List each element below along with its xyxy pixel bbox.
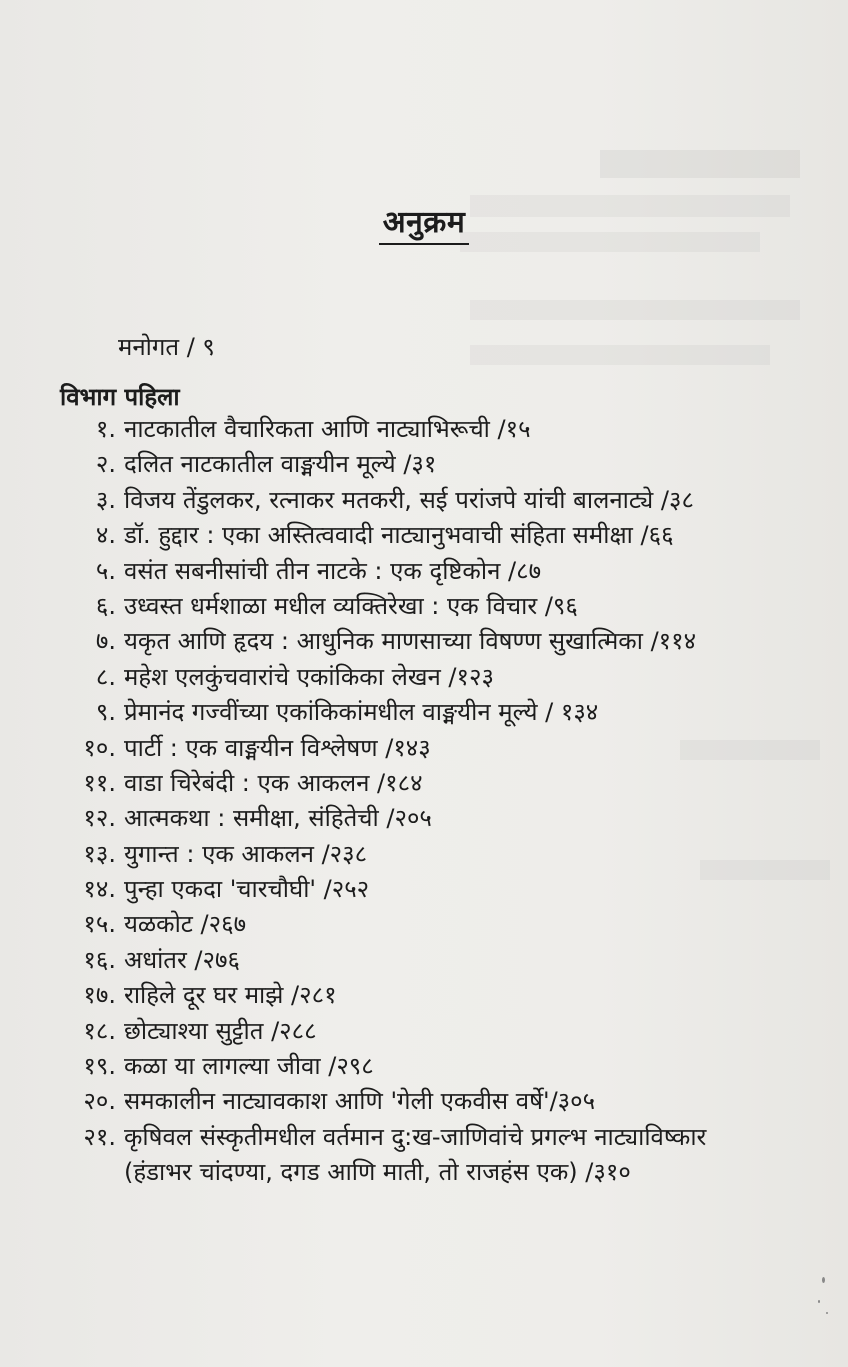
entry-number: १२. — [83, 804, 116, 833]
toc-entry — [60, 731, 840, 766]
entry-title: पुन्हा एकदा 'चारचौघी' /२५२ — [124, 875, 370, 904]
entry-number: ८. — [95, 662, 116, 691]
toc-entry — [60, 1084, 840, 1119]
toc-entry — [60, 837, 840, 872]
toc-entry — [60, 1049, 840, 1084]
page-title — [0, 200, 848, 245]
entry-title: पार्टी : एक वाङ्मयीन विश्लेषण /१४३ — [124, 733, 431, 762]
entry-title: दलित नाटकातील वाङ्मयीन मूल्ये /३१ — [124, 450, 437, 479]
entry-number: ६. — [95, 591, 116, 620]
entry-number: ४. — [95, 521, 116, 550]
entry-number: ७. — [95, 627, 116, 656]
entry-number: २०. — [83, 1087, 116, 1116]
entry-number: १. — [95, 415, 116, 443]
toc-entry — [60, 483, 840, 518]
entry-number: १०. — [83, 733, 116, 762]
entry-number: १९. — [83, 1052, 116, 1081]
entry-number: १६. — [83, 945, 116, 974]
toc-entry — [60, 447, 840, 482]
entry-title-group — [124, 1120, 706, 1191]
section-heading: विभाग पहिला — [60, 383, 180, 411]
toc-entry — [60, 660, 840, 695]
entry-number: १८. — [83, 1016, 116, 1045]
toc-entry — [60, 978, 840, 1013]
entry-title: यळकोट /२६७ — [124, 910, 247, 939]
entry-title: राहिले दूर घर माझे /२८१ — [124, 981, 337, 1010]
toc-entry — [60, 624, 840, 659]
entry-title: छोट्याश्या सुट्टीत /२८८ — [124, 1016, 317, 1045]
entry-title: यकृत आणि हृदय : आधुनिक माणसाच्या विषण्ण सुखात्मिका /११४ — [124, 627, 697, 656]
entry-title: नाटकातील वैचारिकता आणि नाट्याभिरूची /१५ — [124, 415, 531, 443]
entry-number: २. — [95, 450, 116, 479]
toc-entry — [60, 1120, 840, 1191]
toc-entry — [60, 907, 840, 942]
entry-number: १५. — [83, 910, 116, 939]
entry-title: अधांतर /२७६ — [124, 945, 240, 974]
entry-title: प्रेमानंद गज्वींच्या एकांकिकांमधील वाङ्मयीन मूल्ये / १३४ — [124, 698, 599, 727]
entry-number: ५. — [95, 556, 116, 585]
preface-entry: मनोगत / ९ — [118, 333, 215, 361]
entry-title: विजय तेंडुलकर, रत्नाकर मतकरी, सई परांजपे यांची बालनाट्ये /३८ — [124, 485, 694, 514]
toc-entry — [60, 554, 840, 589]
toc-entry — [60, 801, 840, 836]
table-of-contents — [60, 412, 840, 1191]
entry-number: १३. — [83, 839, 116, 868]
entry-title: वसंत सबनीसांची तीन नाटके : एक दृष्टिकोन /८७ — [124, 556, 542, 585]
toc-entry — [60, 518, 840, 553]
entry-title: डॉ. हुद्दार : एका अस्तित्ववादी नाट्यानुभवाची संहिता समीक्षा /६६ — [124, 521, 674, 550]
toc-entry — [60, 766, 840, 801]
entry-subtitle: (हंडाभर चांदण्या, दगड आणि माती, तो राजहंस एक) /३१० — [124, 1158, 631, 1187]
entry-number: १४. — [83, 875, 116, 904]
entry-title: आत्मकथा : समीक्षा, संहितेची /२०५ — [124, 804, 432, 833]
entry-title: युगान्त : एक आकलन /२३८ — [124, 839, 368, 868]
entry-title: महेश एलकुंचवारांचे एकांकिका लेखन /१२३ — [124, 662, 494, 691]
entry-number: २१. — [83, 1122, 116, 1151]
title-text: अनुक्रम — [379, 200, 470, 245]
entry-number: १७. — [83, 981, 116, 1010]
toc-entry — [60, 1014, 840, 1049]
toc-entry — [60, 872, 840, 907]
entry-title: उध्वस्त धर्मशाळा मधील व्यक्तिरेखा : एक विचार /९६ — [124, 591, 578, 620]
entry-title: वाडा चिरेबंदी : एक आकलन /१८४ — [124, 768, 423, 797]
entry-number: ३. — [95, 485, 116, 514]
toc-entry — [60, 412, 840, 447]
entry-title: समकालीन नाट्यावकाश आणि 'गेली एकवीस वर्षे'/३०५ — [124, 1087, 596, 1116]
entry-title: कृषिवल संस्कृतीमधील वर्तमान दु:ख-जाणिवांचे प्रगल्भ नाट्याविष्कार — [124, 1122, 707, 1151]
toc-entry — [60, 589, 840, 624]
toc-entry — [60, 695, 840, 730]
entry-title: कळा या लागल्या जीवा /२९८ — [124, 1052, 374, 1081]
entry-number: ९. — [95, 698, 116, 727]
toc-entry — [60, 943, 840, 978]
entry-number: ११. — [83, 768, 116, 797]
